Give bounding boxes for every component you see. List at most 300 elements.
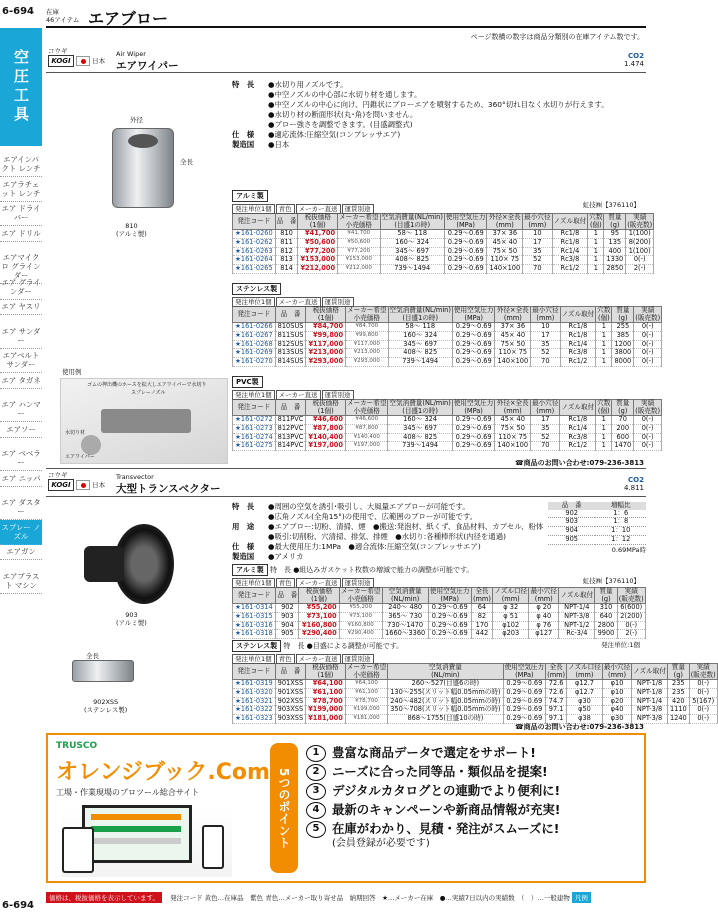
table-cell: 1 <box>596 340 612 349</box>
column-header: 使用空気圧力 (MPa) <box>453 399 494 415</box>
point-number: 5 <box>306 821 326 838</box>
point-item: 2 ニーズに合った同等品・類似品を提案! <box>306 762 560 781</box>
table-row <box>233 247 654 256</box>
table-cell: 6(600) <box>617 604 645 613</box>
point-item: 3 デジタルカタログとの連動でより便利に! <box>306 781 560 800</box>
column-header: 税抜価格 (1個) <box>299 588 339 604</box>
table-cell: 0(-) <box>634 340 662 349</box>
table-cell: φ40 <box>602 706 631 715</box>
dim-outer: 外径 <box>130 116 143 124</box>
price-warning: 価格は、税抜価格を表示しています。 <box>46 892 162 903</box>
sidebar-nav-item[interactable]: エア ドリル <box>0 226 42 242</box>
divider <box>46 468 646 469</box>
table-cell: 130～255(スリット幅0.05mmの時) <box>388 688 503 697</box>
table-cell: ¥46,600 <box>345 416 387 425</box>
product-eng-name: Transvector <box>116 473 154 481</box>
table-cell: 1660～3360 <box>382 630 428 639</box>
devices-illustration <box>62 805 232 877</box>
point-item: 1 豊富な商品データで選定をサポート! <box>306 743 560 762</box>
table-cell: 408～ 825 <box>380 256 444 265</box>
table-row <box>548 527 646 536</box>
divider <box>46 72 646 73</box>
table-cell: 3800 <box>612 349 634 358</box>
column-header: ノズル取付 <box>552 214 588 230</box>
table-cell: 903 <box>548 518 595 527</box>
table-cell: 110× 75 <box>487 256 523 265</box>
table-cell: 813 <box>275 256 298 265</box>
table-cell: ¥290,400 <box>299 630 339 639</box>
table-cell: 814 <box>275 265 298 274</box>
table-cell: 0.29～0.69 <box>503 706 546 715</box>
table-cell: 140×100 <box>487 265 523 274</box>
orange-book-banner[interactable] <box>46 733 646 883</box>
table-cell: 0(-) <box>626 256 654 265</box>
column-header: 使用空気圧力 (MPa) <box>445 213 486 229</box>
table-cell: 1 <box>588 265 604 274</box>
sidebar-nav-item[interactable]: エアブラスト マシン <box>0 569 42 594</box>
column-header: 空気消費量(NL/min) (目盛1の時) <box>389 399 451 415</box>
table-cell: 52 <box>531 349 560 358</box>
point-number: 2 <box>306 764 326 781</box>
table-cell: 1 <box>596 433 612 442</box>
feature-line: ●ブロー強さを調整できます。(目盛調整式) <box>268 120 413 129</box>
trusco-logo: TRUSCO <box>56 741 98 751</box>
table-cell: ¥213,000 <box>306 349 346 358</box>
table-cell: 260～527(目盛6の時) <box>388 680 503 689</box>
footer <box>46 892 646 903</box>
table-cell: 0.29～0.69 <box>444 247 487 256</box>
column-header: 品 番 <box>275 400 306 416</box>
table-row <box>233 331 662 340</box>
sidebar-nav-item[interactable]: エア ニッパ <box>0 471 42 487</box>
table-cell: 110× 75 <box>495 349 531 358</box>
wiper-alum-section <box>232 190 653 274</box>
table-cell: 10 <box>523 230 552 239</box>
column-header: 外径×全長 (mm) <box>496 306 529 322</box>
table-cell: Rc1/2 <box>560 358 596 367</box>
banner-title[interactable]: オレンジブック.Com <box>56 760 270 785</box>
table-cell: 1110 <box>667 706 689 715</box>
table-row <box>233 680 718 689</box>
table-cell: Rc3/8 <box>552 256 588 265</box>
sidebar-nav-item[interactable]: エア ドライバー <box>0 201 42 226</box>
table-cell: 17 <box>523 238 552 247</box>
point-item: 5 在庫がわかり、見積・発注がスムーズに! <box>306 819 560 838</box>
column-header: 品 番 <box>275 214 298 230</box>
table-cell: 0.29～0.69 <box>428 621 471 630</box>
column-header: ノズル口径 (mm) <box>568 663 601 679</box>
table-cell: 0.29～0.69 <box>452 442 495 451</box>
table-cell: 902 <box>548 510 595 518</box>
table-cell: ¥181,000 <box>345 715 387 724</box>
table-cell: 1(100) <box>626 247 654 256</box>
table-cell: 58～ 118 <box>388 323 452 332</box>
table-cell: 365～ 730 <box>382 612 428 621</box>
category-label: 空圧工具 <box>0 28 42 146</box>
column-header: 使用空気圧力 (MPa) <box>429 587 470 603</box>
column-header: 最小穴径 (mm) <box>524 213 551 229</box>
sidebar-nav-item[interactable]: エアラチェット レンチ <box>0 177 42 202</box>
point-number: 1 <box>306 745 326 762</box>
trans-sus-caption: 902XSS (ステンレス製) <box>84 698 128 714</box>
table-cell: ¥213,000 <box>346 349 388 358</box>
table-cell: ¥197,000 <box>306 442 346 451</box>
table-cell: 813PVC <box>275 433 306 442</box>
table-row <box>233 238 654 247</box>
table-cell: 1200 <box>612 340 634 349</box>
page-title: エアブロー <box>88 9 169 28</box>
table-cell: ¥73,100 <box>299 612 339 621</box>
table-cell: 1 <box>596 416 612 425</box>
table-cell: 1：8 <box>595 518 646 527</box>
table-cell: NPT-3/8 <box>559 612 595 621</box>
table-cell: 868～1755(目盛10の時) <box>388 715 503 724</box>
table-cell: φ20 <box>602 697 631 706</box>
table-cell: Rc1/4 <box>552 247 588 256</box>
table-cell: φ127 <box>529 630 559 639</box>
column-header: 質量 (g) <box>612 400 634 416</box>
table-cell: 0(-) <box>634 416 662 425</box>
table-cell: ★161-0262 <box>233 238 276 247</box>
table-cell: ★161-0320 <box>233 688 276 697</box>
sidebar-nav-item[interactable]: エアガン <box>0 544 42 560</box>
table-cell: ¥140,400 <box>306 433 346 442</box>
column-header: 外径×全長 (mm) <box>496 399 529 415</box>
table-cell: 812PVC <box>275 424 306 433</box>
sidebar-nav-item[interactable]: エアインパクト レンチ <box>0 152 42 177</box>
dim-length: 全長 <box>180 158 193 166</box>
table-cell: 240～ 480 <box>382 604 428 613</box>
table-cell: ★161-0270 <box>233 358 276 367</box>
table-cell: ¥293,000 <box>346 358 388 367</box>
table-cell: ★161-0275 <box>233 442 276 451</box>
table-cell: ¥50,600 <box>338 238 380 247</box>
table-cell: 904 <box>276 621 299 630</box>
page-number-top: 6-694 <box>2 6 34 17</box>
sidebar-nav-item[interactable]: エアソー <box>0 422 42 438</box>
table-row <box>233 323 662 332</box>
banner-sub: 工場・作業現場のプロツール総合サイト <box>56 788 200 797</box>
table-cell: 1 <box>596 349 612 358</box>
table-row <box>233 715 718 724</box>
point-number: 3 <box>306 783 326 800</box>
point-item: 4 最新のキャンペーンや新商品情報が充実! <box>306 800 560 819</box>
table-cell: ¥73,100 <box>339 612 382 621</box>
table-cell: 1：12 <box>595 535 646 544</box>
column-header: メーカー希望 小売価格 <box>340 587 381 603</box>
table-cell: 35 <box>531 424 560 433</box>
table-cell: ¥181,000 <box>306 715 346 724</box>
five-points-badge: 5つのポイント <box>270 743 298 873</box>
table-cell: φ38 <box>567 715 603 724</box>
table-cell: ¥87,800 <box>306 424 346 433</box>
column-header: 最小穴径 (mm) <box>530 587 557 603</box>
wiper-pvc-table <box>232 399 662 451</box>
column-header: 質量 (g) <box>595 588 617 604</box>
table-cell: 810 <box>275 230 298 239</box>
table-cell: 814PVC <box>275 442 306 451</box>
table-cell: 812 <box>275 247 298 256</box>
table-cell: 0.29～0.69 <box>452 349 495 358</box>
table-cell: 70 <box>531 358 560 367</box>
table-cell: 0.29～0.69 <box>444 230 487 239</box>
country: 日本 <box>92 57 106 65</box>
table-cell: 1 <box>596 323 612 332</box>
feature-line: ●中空ノズルの中心に向け、円錐状にブローエアを噴射するため、360°切れ目なく水切りが行えます。 <box>268 100 609 109</box>
amplification-table: 品 番 増幅比 902 1：6 903 1：8 904 1：10 905 1：12 0.69MPa時 <box>548 502 646 554</box>
page-number-bottom: 6-694 <box>2 900 34 911</box>
column-header: 発注コード <box>233 588 276 604</box>
sidebar-nav-item[interactable]: エア ダスター <box>0 495 42 520</box>
table-cell: ¥117,000 <box>346 340 388 349</box>
transvector-sus-image <box>72 660 134 682</box>
table-cell: ¥99,800 <box>306 331 346 340</box>
table-cell: 240～482(スリット幅0.05mmの時) <box>388 697 503 706</box>
table-cell: 812SUS <box>275 340 306 349</box>
table-cell: φ10 <box>602 688 631 697</box>
table-cell: ★161-0268 <box>233 340 276 349</box>
divider <box>46 496 646 497</box>
product-eng-name: Air Wiper <box>116 50 146 58</box>
table-cell: 235 <box>667 688 689 697</box>
table-cell: 0(-) <box>617 621 645 630</box>
column-header: 品 番 <box>276 588 299 604</box>
table-cell: 70 <box>531 442 560 451</box>
trans-sus-section: ステンレス製 特 長 ●目盛による調整が可能です。 発注単位:1個 発注単位1個 青色 メーカー直送 運賃別途 発注コード 品 番 税抜価格 (1個) メーカー希望 小売価格 空気消費量 (NL/min) 使用空気圧力 (MPa) 全長 (mm) ノズル口径 (mm) 最小穴径 (mm) ノズル取付 質量 (g) 実績 (販売数) ★161-0319 901XSS ¥64,100 ¥64,100 260～527(目盛6の時) 0.29～0.69 72.6 φ12.7 φ10 NPT-1/8 235 0(-) ★161-0320 901XSS ¥61,100 ¥61,100 130～255(スリット幅0.05mmの時) 0.29～0.69 72.6 φ12.7 φ10 NPT-1/8 235 0(-) ★161-0321 902XSS ¥78,700 ¥78,700 240～482(スリット幅0.05mmの時) 0.29～0.69 74.7 φ30 φ20 NPT-1/4 420 5(167) ★161-0322 903XSS ¥199,000 ¥199,000 350～708(スリット幅0.05mmの時) 0.29～0.69 97.1 φ50 φ40 NPT-3/8 1110 0(-) ★161-0323 903XSS ¥181,000 ¥181,000 868～1755(目盛10の時) 0.29～0.69 97.1 φ38 φ30 NPT-3/8 1240 0(-) <box>232 640 646 724</box>
table-cell: 420 <box>667 697 689 706</box>
table-cell: 350～708(スリット幅0.05mmの時) <box>388 706 503 715</box>
table-cell: 45× 40 <box>495 416 531 425</box>
points-list <box>306 743 560 850</box>
trans-specs: 特 長 ●周囲の空気を誘引･吸引し、大風量エアブローが可能です。 ●広角ノズル(全角15°)の使用で、広範囲のブローが可能です。 用 途 ●エアブロー:切粉、清掃、煙 ●搬送:発泡材、紙くず、食品材料、カプセル、粉体 ●吸引:切削粉、穴清掃、排気、排煙 ●水切り:各種棒形状(内径を通過) 仕 様 ●最大使用圧力:1MPa ●適合流体:圧縮空気(コンプレッサエア) 製造国 ●アメリカ <box>232 502 544 561</box>
feature-line: ●中空ノズルの中心部に水切り材を通します。 <box>268 90 422 99</box>
sidebar-nav-item[interactable]: エア ヤスリ <box>0 299 42 315</box>
table-cell: φ12.7 <box>567 688 603 697</box>
table-cell: ¥87,800 <box>345 424 387 433</box>
table-cell: φ 32 <box>493 604 529 613</box>
table-cell: NPT-1/8 <box>632 680 668 689</box>
table-cell: 400 <box>604 247 626 256</box>
table-cell: 903XSS <box>275 706 305 715</box>
table-cell: ¥50,600 <box>298 238 338 247</box>
stock-tag: 在庫 46アイテム <box>46 8 80 24</box>
table-cell: ¥197,000 <box>345 442 387 451</box>
table-cell: 345～ 697 <box>388 424 452 433</box>
order-info: 発注単位1個 メーカー直送 運賃別途 <box>232 390 646 399</box>
table-cell: 9900 <box>595 630 617 639</box>
table-row <box>233 688 718 697</box>
table-cell: 0(-) <box>634 349 662 358</box>
table-cell: 0.29～0.69 <box>428 630 471 639</box>
table-cell: 0.29～0.69 <box>444 265 487 274</box>
table-cell: 811SUS <box>275 331 306 340</box>
table-cell: Rc1/4 <box>560 340 596 349</box>
japan-flag-icon <box>76 56 90 66</box>
column-header: 実績 (販売数) <box>635 306 661 322</box>
trans-sus-table <box>232 663 718 724</box>
table-cell: ¥61,100 <box>306 688 346 697</box>
table-row <box>233 630 646 639</box>
table-cell: 35 <box>531 340 560 349</box>
table-row <box>233 612 646 621</box>
table-cell: 730～1470 <box>382 621 428 630</box>
table-cell: ★161-0274 <box>233 433 276 442</box>
column-header: 質量 (g) <box>604 214 626 230</box>
table-cell: 160～ 324 <box>388 331 452 340</box>
table-cell: 811PVC <box>275 416 306 425</box>
table-cell: ¥199,000 <box>306 706 346 715</box>
table-cell: ★161-0321 <box>233 697 276 706</box>
column-header: ノズル取付 <box>560 400 596 416</box>
sidebar-nav-item[interactable]: エアマイクロ グラインダー <box>0 250 42 284</box>
table-cell: 75× 50 <box>495 340 531 349</box>
table-cell: ★161-0319 <box>233 680 276 689</box>
table-cell: 0.29～0.69 <box>452 416 495 425</box>
table-cell: ★161-0316 <box>233 621 276 630</box>
header-note: ページ数横の数字は商品分類別の在庫アイテム数です。 <box>470 33 644 41</box>
column-header: 最小穴径 (mm) <box>532 399 559 415</box>
section-label: アルミ製 <box>232 190 268 202</box>
column-header: 質量 (g) <box>612 307 634 323</box>
table-cell: 1 <box>596 331 612 340</box>
table-cell: ★161-0272 <box>233 416 276 425</box>
table-cell: 902 <box>276 604 299 613</box>
table-cell: φ203 <box>493 630 529 639</box>
table-row <box>233 265 654 274</box>
table-row <box>233 424 662 433</box>
feature-line: ●水切り材の断面形状(丸･角)を問いません。 <box>268 110 418 119</box>
column-header: メーカー希望 小売価格 <box>339 213 379 229</box>
table-cell: 0.29～0.69 <box>452 331 495 340</box>
column-header: 穴数 (個) <box>597 306 611 322</box>
table-cell: 814SUS <box>275 358 306 367</box>
column-header: メーカー希望 小売価格 <box>346 663 387 679</box>
trans-alum-table <box>232 587 646 639</box>
column-header: 実績 (販売数) <box>627 213 653 229</box>
section-label: ステンレス製 <box>232 283 281 295</box>
table-cell: ¥153,000 <box>338 256 380 265</box>
column-header: 税抜価格 (1個) <box>298 214 338 230</box>
table-cell: 1：6 <box>595 510 646 518</box>
table-cell: ★161-0265 <box>233 265 276 274</box>
table-cell: 1 <box>596 424 612 433</box>
table-cell: φ30 <box>567 697 603 706</box>
table-cell: ★161-0315 <box>233 612 276 621</box>
table-cell: 739～1494 <box>388 358 452 367</box>
table-cell: 0.29～0.69 <box>452 433 495 442</box>
sidebar-nav-item[interactable]: エア ハンマー <box>0 397 42 422</box>
table-cell: ¥64,100 <box>306 680 346 689</box>
table-cell: ¥55,200 <box>339 604 382 613</box>
table-cell: 160～ 324 <box>380 238 444 247</box>
member-note: (会員登録が必要です) <box>332 838 430 849</box>
table-cell: 310 <box>595 604 617 613</box>
table-cell: ★161-0323 <box>233 715 276 724</box>
table-cell: φ50 <box>567 706 603 715</box>
table-cell: 345～ 697 <box>388 340 452 349</box>
table-cell: 0.29～0.69 <box>503 680 546 689</box>
table-cell: 0.29～0.69 <box>452 323 495 332</box>
sidebar-nav-item[interactable]: エアベルト サンダー <box>0 348 42 373</box>
table-cell: 10 <box>531 323 560 332</box>
table-cell: 135 <box>604 238 626 247</box>
table-cell: Rc1/8 <box>552 238 588 247</box>
table-cell: 1 <box>596 442 612 451</box>
table-cell: 97.1 <box>546 706 567 715</box>
table-cell: Rc1/8 <box>552 230 588 239</box>
column-header: 税抜価格 (1個) <box>306 307 346 323</box>
column-header: 実績 (販売数) <box>618 587 644 603</box>
nozzle-hole <box>128 134 158 148</box>
table-cell: 97.1 <box>546 715 567 724</box>
table-cell: 408～ 825 <box>388 349 452 358</box>
column-header: 税抜価格 (1個) <box>306 664 346 680</box>
dim-length: 全長 <box>86 652 99 660</box>
order-info: 発注単位1個 青色 メーカー直送 運賃別途 <box>232 204 646 213</box>
product-title-trans: 大型トランスベクター <box>116 483 221 495</box>
sidebar <box>0 0 42 919</box>
table-cell: 1 <box>588 247 604 256</box>
table-cell: ★161-0266 <box>233 323 276 332</box>
table-cell: ¥41,700 <box>298 230 338 239</box>
usage-example-image: ゴムの押出機のホースを拡大しエアワイパーで水切り スプレーノズル 水切り材 エアワイパー <box>60 378 228 464</box>
table-cell: 52 <box>531 433 560 442</box>
table-cell: 903 <box>276 612 299 621</box>
phone-inquiry-2: ☎商品のお問い合わせ:079-236-3813 <box>514 723 644 731</box>
table-cell: 200 <box>612 424 634 433</box>
legend-pill: 凡例 <box>572 892 591 903</box>
table-cell: NPT-3/8 <box>632 706 668 715</box>
table-cell: 0(-) <box>634 358 662 367</box>
table-cell: 17 <box>531 331 560 340</box>
table-cell: 0.29～0.69 <box>444 238 487 247</box>
table-cell: 905 <box>276 630 299 639</box>
table-cell: 5(167) <box>689 697 717 706</box>
table-cell: 2(-) <box>617 630 645 639</box>
table-cell: 170 <box>471 621 492 630</box>
table-cell: φ30 <box>602 715 631 724</box>
table-cell: 2(200) <box>617 612 645 621</box>
table-row <box>233 442 662 451</box>
table-cell: 739～1494 <box>380 265 444 274</box>
table-cell: 1 <box>588 230 604 239</box>
supplier: 虹技㈱【376110】 <box>582 201 640 209</box>
table-cell: ★161-0314 <box>233 604 276 613</box>
table-cell: ¥117,000 <box>306 340 346 349</box>
sidebar-nav-item[interactable]: エア グラインダー <box>0 275 42 300</box>
column-header: 穴数 (個) <box>589 213 603 229</box>
table-cell: ★161-0273 <box>233 424 276 433</box>
table-cell: φ 20 <box>529 604 559 613</box>
table-cell: 0(-) <box>689 715 717 724</box>
sidebar-nav-item[interactable]: エア ベベラー <box>0 446 42 471</box>
section-label: PVC製 <box>232 376 263 388</box>
table-cell: φ12.7 <box>567 680 603 689</box>
table-cell: 58～ 118 <box>380 230 444 239</box>
table-cell: ★161-0260 <box>233 230 276 239</box>
sidebar-nav-item[interactable]: エア タガネ <box>0 373 42 389</box>
table-cell: 140×100 <box>495 358 531 367</box>
sidebar-nav-item[interactable]: エア サンダー <box>0 324 42 349</box>
column-header: 発注コード <box>233 400 276 416</box>
table-cell: 45× 40 <box>487 238 523 247</box>
table-cell: 64 <box>471 604 492 613</box>
table-cell: 0.29～0.69 <box>503 688 546 697</box>
sidebar-nav-item[interactable]: スプレー ノズル <box>0 520 42 545</box>
column-header: 穴数 (個) <box>597 399 611 415</box>
maker-name: コウギ <box>48 47 68 55</box>
table-cell: 0(-) <box>634 323 662 332</box>
